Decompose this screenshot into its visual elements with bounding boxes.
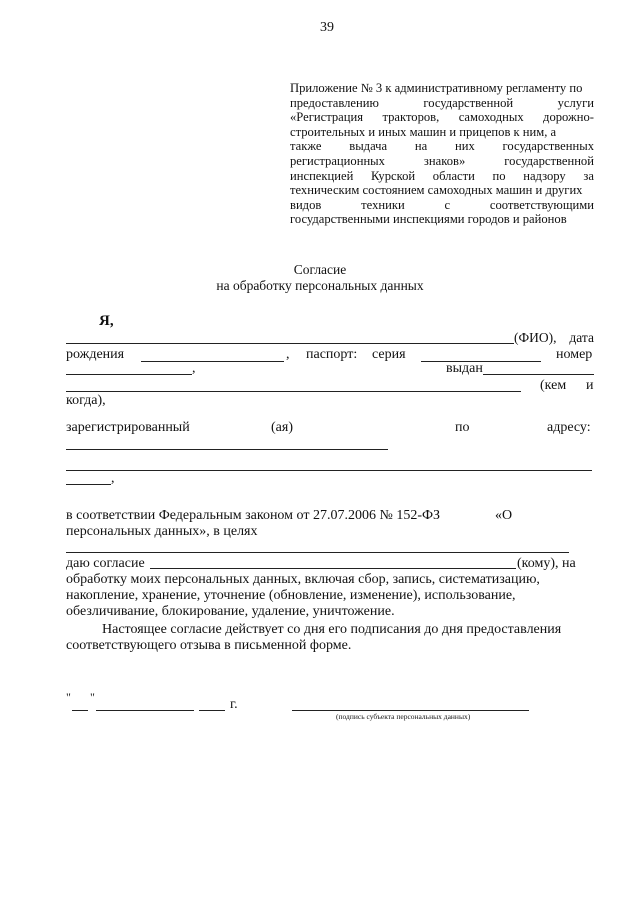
appendix-word: надзору <box>523 168 566 183</box>
appendix-word: за <box>583 168 594 183</box>
body-line-1: обработку моих персональных данных, включая сбор, запись, систематизацию, <box>66 572 540 587</box>
passport-number-field[interactable] <box>66 374 192 375</box>
appendix-word: государственной <box>423 95 514 110</box>
fio-label-row <box>514 330 594 346</box>
appendix-line <box>290 125 594 140</box>
appendix-word: дорожно- <box>543 110 594 125</box>
komu-label: (кому), на <box>517 556 576 571</box>
birth-date-field[interactable] <box>141 361 284 362</box>
appendix-word: тракторов, <box>382 110 440 125</box>
address-label: адресу: <box>547 420 591 435</box>
issued-label: выдан <box>446 361 483 376</box>
comma-2: , <box>192 361 196 376</box>
address-field-1[interactable] <box>66 449 388 450</box>
issued-by-field[interactable] <box>66 391 521 392</box>
date-year-field[interactable] <box>199 710 225 711</box>
document-title: Согласие <box>293 262 347 277</box>
appendix-word: техническим состоянием самоходных машин и других <box>290 183 583 198</box>
appendix-word: на <box>414 139 428 154</box>
law-reference: в соответствии Федеральным законом от 27.07.2006 № 152-ФЗ <box>66 508 441 523</box>
i-label: и <box>586 378 594 393</box>
date-month-field[interactable] <box>96 710 194 711</box>
signature-field[interactable] <box>292 710 529 711</box>
recipient-field[interactable] <box>150 568 516 569</box>
number-label: номер <box>556 347 593 362</box>
appendix-word: Приложение № 3 к административному регламенту по <box>290 81 583 95</box>
appendix-word: услуги <box>557 95 594 110</box>
signature-caption: (подпись субъекта персональных данных) <box>336 712 471 721</box>
kem-label: (кем <box>540 378 567 393</box>
appendix-word: государственными инспекциями городов и районов <box>290 212 567 227</box>
fio-field[interactable] <box>66 343 514 344</box>
comma-1: , <box>286 347 290 362</box>
registered-label: зарегистрированный <box>66 420 190 435</box>
appendix-word: предоставлению <box>290 95 379 110</box>
appendix-word: видов <box>290 197 322 212</box>
ya-label: Я, <box>99 313 114 329</box>
date-quote-close: " <box>90 690 95 704</box>
appendix-line <box>290 154 594 169</box>
appendix-word: соответствующими <box>489 197 594 212</box>
purpose-field[interactable] <box>66 552 569 553</box>
date-quote-open: " <box>66 690 71 704</box>
appendix-word: них <box>454 139 475 154</box>
po-label: по <box>455 420 470 435</box>
date-day-field[interactable] <box>72 710 88 711</box>
body-line-3: обезличивание, блокирование, удаление, уничтожение. <box>66 604 395 619</box>
appendix-word: выдача <box>349 139 388 154</box>
page-number: 39 <box>320 20 334 35</box>
appendix-line <box>290 139 594 154</box>
document-subtitle: на обработку персональных данных <box>216 278 424 293</box>
year-suffix: г. <box>230 697 238 712</box>
appendix-line <box>290 110 594 125</box>
passport-label: паспорт: <box>306 347 358 362</box>
appendix-word: инспекцией <box>290 168 354 183</box>
appendix-line <box>290 212 594 227</box>
registered-gender-suffix: (ая) <box>271 420 293 435</box>
appendix-word: государственной <box>504 153 594 168</box>
appendix-word: Курской <box>370 168 416 183</box>
birth-label: рождения <box>66 347 125 362</box>
appendix-word: государственных <box>502 139 594 154</box>
comma-3: , <box>111 471 115 486</box>
validity-line-1: Настоящее согласие действует со дня его подписания до дня предоставления <box>102 622 562 637</box>
appendix-header <box>290 81 594 227</box>
appendix-word: техники <box>361 197 405 212</box>
address-field-3[interactable] <box>66 484 111 485</box>
validity-line-2: соответствующего отзыва в письменной форме. <box>66 638 352 653</box>
data-label: дата <box>569 330 594 345</box>
address-field-2[interactable] <box>66 470 592 471</box>
appendix-word: «Регистрация <box>290 110 364 125</box>
appendix-line <box>290 169 594 184</box>
appendix-line <box>290 198 594 213</box>
appendix-word: самоходных <box>458 110 524 125</box>
issued-field-a[interactable] <box>483 374 594 375</box>
consent-label: даю согласие <box>66 556 145 571</box>
appendix-word: с <box>444 197 451 212</box>
appendix-word: по <box>492 168 506 183</box>
appendix-line <box>290 183 594 198</box>
law-quote-o: «О <box>495 508 513 523</box>
appendix-word: знаков» <box>423 153 466 168</box>
kogda-label: когда), <box>66 393 106 408</box>
appendix-word: также <box>290 139 322 154</box>
appendix-line <box>290 96 594 111</box>
fio-label: (ФИО), <box>514 330 557 345</box>
appendix-line <box>290 81 594 96</box>
appendix-word: области <box>432 168 475 183</box>
body-line-2: накопление, хранение, уточнение (обновление, изменение), использование, <box>66 588 516 603</box>
law-title-purpose: персональных данных», в целях <box>66 524 258 539</box>
appendix-word: регистрационных <box>290 153 385 168</box>
series-label: серия <box>372 347 406 362</box>
appendix-word: строительных и иных машин и прицепов к ним, а <box>290 124 557 139</box>
